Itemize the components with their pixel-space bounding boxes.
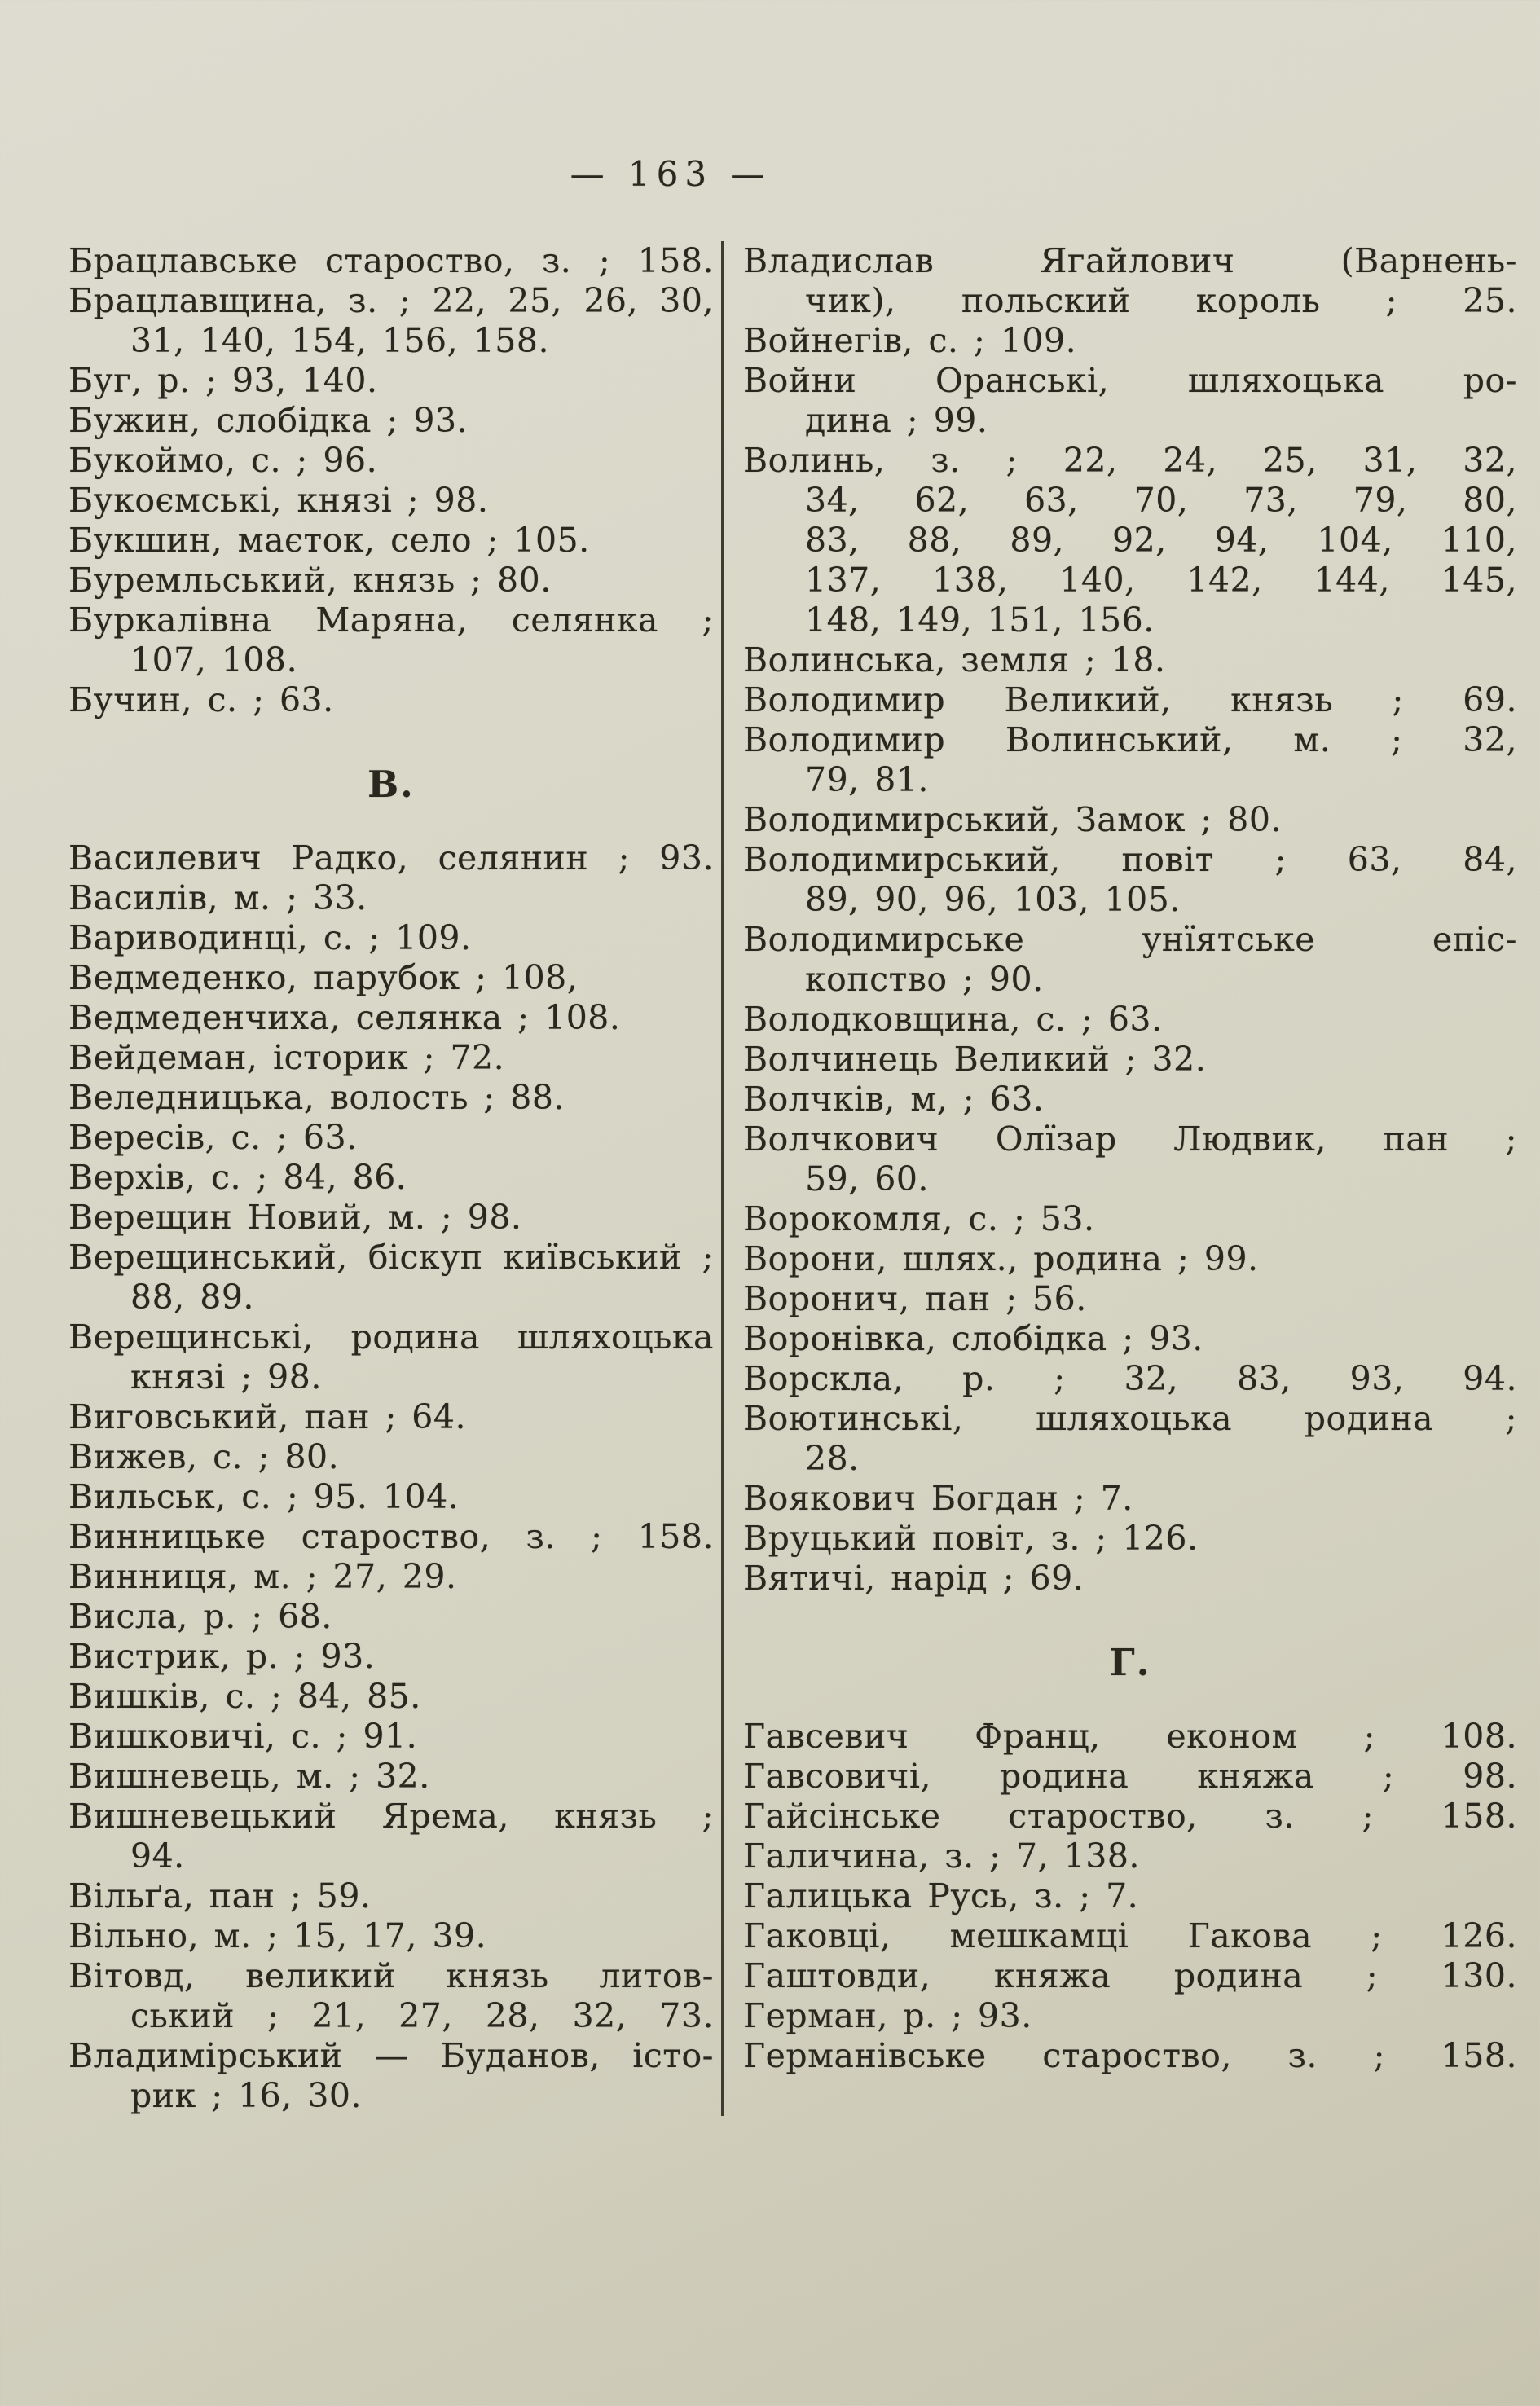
index-entry-line: Германівське староство, з. ; 158.: [743, 2036, 1517, 2075]
index-entry-line: Гавсовичі, родина княжа ; 98.: [743, 1757, 1517, 1796]
index-entry-line: Воронівка, слобідка ; 93.: [743, 1319, 1203, 1358]
index-entry: [743, 800, 1517, 840]
index-entry-line: Волчків, м, ; 63.: [743, 1080, 1045, 1119]
index-entry-line: Волинь, з. ; 22, 24, 25, 31, 32,: [743, 441, 1517, 480]
index-entry-line: чик), польский король ; 25.: [805, 281, 1517, 320]
index-entry-line: 28.: [805, 1439, 860, 1478]
index-entry-line: 137, 138, 140, 142, 144, 145,: [805, 561, 1517, 600]
index-entry: [743, 1956, 1517, 1996]
index-entry-line: 83, 88, 89, 92, 94, 104, 110,: [805, 521, 1517, 560]
index-entry: [68, 281, 714, 361]
index-entry: [68, 600, 714, 680]
index-section: [743, 1641, 1517, 2076]
index-entry-line: Вишневець, м. ; 32.: [68, 1757, 430, 1796]
index-entry-line: Галичина, з. ; 7, 138.: [743, 1836, 1140, 1876]
index-entry: [743, 1757, 1517, 1797]
index-entry-line: Гайсінське староство, з. ; 158.: [743, 1797, 1517, 1836]
index-entry-line: Володимир Волинський, м. ; 32,: [743, 720, 1517, 759]
index-entry: [743, 920, 1517, 1000]
index-entry: [68, 401, 714, 441]
index-entry: [743, 1519, 1517, 1559]
section-header: В.: [367, 763, 415, 806]
index-entry-line: Вишневецький Ярема, князь ;: [68, 1797, 714, 1836]
index-entry-line: Гаштовди, княжа родина ; 130.: [743, 1956, 1517, 1995]
index-columns: [0, 241, 1540, 2116]
index-entry-line: Ведмеденчиха, селянка ; 108.: [68, 998, 621, 1037]
index-entry-line: Володимирське унїятське епіс-: [743, 920, 1517, 959]
index-entry: [743, 1399, 1517, 1479]
index-entry: [743, 1797, 1517, 1836]
index-entry: [68, 1078, 714, 1118]
index-entry-line: Галицька Русь, з. ; 7.: [743, 1876, 1139, 1916]
index-entry: [68, 918, 714, 958]
index-entry: [68, 441, 714, 481]
index-entry-line: 31, 140, 154, 156, 158.: [130, 321, 549, 360]
index-entry: [68, 1437, 714, 1477]
index-entry: [743, 321, 1517, 361]
index-entry: [68, 1038, 714, 1078]
index-entry-line: Вересів, с. ; 63.: [68, 1118, 358, 1157]
index-entry-line: Володимирський, повіт ; 63, 84,: [743, 840, 1517, 879]
index-entry: [743, 1080, 1517, 1119]
index-entry-line: Волчкович Олїзар Людвик, пан ;: [743, 1119, 1517, 1159]
index-entry-line: Висла, р. ; 68.: [68, 1597, 332, 1636]
index-entry-line: Веледницька, волость ; 88.: [68, 1078, 565, 1117]
index-entry: [743, 2036, 1517, 2076]
index-entry: [68, 1118, 714, 1158]
index-entry-line: Брацлавське староство, з. ; 158.: [68, 241, 714, 280]
index-entry-line: Винниця, м. ; 27, 29.: [68, 1557, 457, 1596]
index-entry-line: Вишків, с. ; 84, 85.: [68, 1677, 421, 1716]
index-entry-line: 88, 89.: [130, 1278, 254, 1317]
index-entry: [68, 481, 714, 521]
index-entry-line: Буг, р. ; 93, 140.: [68, 361, 378, 400]
index-entry-line: Бучин, с. ; 63.: [68, 680, 334, 719]
index-entry: [68, 838, 714, 878]
index-entry-line: Букоємські, князі ; 98.: [68, 481, 489, 520]
index-entry: [743, 1559, 1517, 1599]
index-entry-line: Букшин, маєток, село ; 105.: [68, 521, 590, 560]
index-entry-line: 79, 81.: [805, 760, 929, 799]
index-entry: [68, 1158, 714, 1198]
index-entry: [68, 1597, 714, 1637]
index-entry-line: Верещин Новий, м. ; 98.: [68, 1198, 522, 1237]
index-entry: [743, 1836, 1517, 1876]
index-entry: [743, 1119, 1517, 1199]
index-entry-line: Ворскла, р. ; 32, 83, 93, 94.: [743, 1359, 1517, 1398]
index-entry-line: Воютинські, шляхоцька родина ;: [743, 1399, 1517, 1438]
index-entry-line: Ворони, шлях., родина ; 99.: [743, 1239, 1259, 1278]
index-entry-line: Вільґа, пан ; 59.: [68, 1876, 372, 1916]
index-entry-line: Волинська, земля ; 18.: [743, 640, 1166, 680]
index-entry-line: Войнегів, с. ; 109.: [743, 321, 1077, 360]
index-entry: [68, 1557, 714, 1597]
index-section: [68, 241, 714, 720]
index-entry-line: Верещинські, родина шляхоцька: [68, 1317, 714, 1357]
index-entry: [743, 361, 1517, 441]
index-entry-line: Вистрик, р. ; 93.: [68, 1637, 376, 1676]
index-entry-line: Вариводинці, с. ; 109.: [68, 918, 472, 957]
index-entry: [743, 720, 1517, 800]
index-entry-line: Володимир Великий, князь ; 69.: [743, 680, 1517, 719]
index-entry: [68, 680, 714, 720]
index-entry: [68, 241, 714, 281]
index-entry: [743, 241, 1517, 321]
index-entry: [743, 1717, 1517, 1757]
index-entry-line: Верхів, с. ; 84, 86.: [68, 1158, 407, 1197]
section-header: Г.: [1109, 1641, 1151, 1684]
index-entry: [68, 1198, 714, 1238]
index-entry: [68, 1238, 714, 1317]
index-entry-line: Василевич Радко, селянин ; 93.: [68, 838, 714, 878]
index-entry: [68, 958, 714, 998]
index-section: [743, 241, 1517, 1599]
index-entry-line: Вильськ, с. ; 95. 104.: [68, 1477, 460, 1516]
index-entry: [743, 1040, 1517, 1080]
page-number: — 163 —: [570, 154, 772, 194]
index-entry: [68, 1477, 714, 1517]
index-entry-line: Василів, м. ; 33.: [68, 878, 367, 917]
index-entry-line: 89, 90, 96, 103, 105.: [805, 880, 1181, 919]
index-entry-line: Вишковичі, с. ; 91.: [68, 1717, 418, 1756]
index-entry-line: Владимірський — Буданов, істо-: [68, 2036, 714, 2075]
index-entry-line: Брацлавщина, з. ; 22, 25, 26, 30,: [68, 281, 714, 320]
index-entry: [68, 1317, 714, 1397]
index-entry-line: Винницьке староство, з. ; 158.: [68, 1517, 714, 1556]
index-entry: [68, 1956, 714, 2036]
index-entry-line: Воронич, пан ; 56.: [743, 1279, 1087, 1318]
index-entry: [743, 640, 1517, 680]
index-entry: [68, 1677, 714, 1717]
index-entry: [68, 1757, 714, 1797]
index-entry: [743, 1479, 1517, 1519]
index-entry-line: Ворокомля, с. ; 53.: [743, 1199, 1095, 1238]
index-entry: [68, 1876, 714, 1916]
index-entry-line: Володковщина, с. ; 63.: [743, 1000, 1163, 1039]
index-column-right: [724, 241, 1517, 2076]
index-entry: [743, 840, 1517, 920]
index-entry-line: копство ; 90.: [805, 960, 1044, 999]
index-entry-line: 59, 60.: [805, 1159, 929, 1199]
scanned-page: [0, 155, 1540, 2116]
index-entry: [743, 1359, 1517, 1399]
index-entry-line: Бужин, слобідка ; 93.: [68, 401, 469, 440]
index-entry-line: 94.: [130, 1836, 185, 1876]
index-entry-line: Виговський, пан ; 64.: [68, 1397, 467, 1436]
index-entry-line: Герман, р. ; 93.: [743, 1996, 1032, 2035]
index-entry-line: Вруцький повіт, з. ; 126.: [743, 1519, 1199, 1558]
index-entry-line: Владислав Ягайлович (Варнень-: [743, 241, 1517, 280]
index-entry-line: дина ; 99.: [805, 401, 988, 440]
index-entry-line: Войни Оранські, шляхоцька ро-: [743, 361, 1517, 400]
index-entry: [68, 1637, 714, 1677]
index-entry-line: рик ; 16, 30.: [130, 2076, 363, 2115]
index-entry: [68, 2036, 714, 2116]
index-section: [68, 763, 714, 2116]
index-entry-line: Вейдеман, історик ; 72.: [68, 1038, 505, 1077]
index-entry-line: Буркалівна Маряна, селянка ;: [68, 600, 714, 640]
index-entry-line: Вятичі, нарід ; 69.: [743, 1559, 1085, 1598]
index-entry: [743, 1996, 1517, 2036]
index-entry: [743, 1876, 1517, 1916]
index-entry: [743, 1319, 1517, 1359]
index-entry-line: Воякович Богдан ; 7.: [743, 1479, 1133, 1518]
index-entry-line: Гавсевич Франц, економ ; 108.: [743, 1717, 1517, 1756]
index-entry-line: 148, 149, 151, 156.: [805, 600, 1155, 640]
index-entry: [743, 1239, 1517, 1279]
index-entry: [68, 561, 714, 600]
index-entry-line: Гаковці, мешкамці Гакова ; 126.: [743, 1916, 1517, 1955]
index-entry: [68, 1397, 714, 1437]
index-entry-line: Буремльський, князь ; 80.: [68, 561, 552, 600]
index-entry: [68, 998, 714, 1038]
index-entry-line: ський ; 21, 27, 28, 32, 73.: [130, 1996, 714, 2035]
index-entry-line: Володимирський, Замок ; 80.: [743, 800, 1282, 839]
index-entry-line: 34, 62, 63, 70, 73, 79, 80,: [805, 481, 1517, 520]
index-entry-line: князі ; 98.: [130, 1357, 322, 1397]
index-entry: [743, 1199, 1517, 1239]
index-entry: [68, 1916, 714, 1956]
index-entry-line: Вітовд, великий князь литов-: [68, 1956, 714, 1995]
index-entry: [68, 878, 714, 918]
index-entry: [68, 1517, 714, 1557]
index-entry-line: 107, 108.: [130, 640, 298, 680]
index-entry: [743, 1916, 1517, 1956]
index-entry: [68, 1717, 714, 1757]
index-entry-line: Вижев, с. ; 80.: [68, 1437, 340, 1476]
index-entry: [743, 441, 1517, 640]
index-entry-line: Верещинський, біскуп київський ;: [68, 1238, 714, 1277]
index-column-left: [68, 241, 714, 2116]
index-entry-line: Букоймо, с. ; 96.: [68, 441, 378, 480]
index-entry: [743, 1000, 1517, 1040]
index-entry: [68, 521, 714, 561]
index-entry: [68, 1797, 714, 1876]
index-entry-line: Ведмеденко, парубок ; 108,: [68, 958, 579, 997]
index-entry-line: Вільно, м. ; 15, 17, 39.: [68, 1916, 487, 1955]
index-entry: [743, 1279, 1517, 1319]
index-entry: [68, 361, 714, 401]
index-entry-line: Волчинець Великий ; 32.: [743, 1040, 1207, 1079]
index-entry: [743, 680, 1517, 720]
